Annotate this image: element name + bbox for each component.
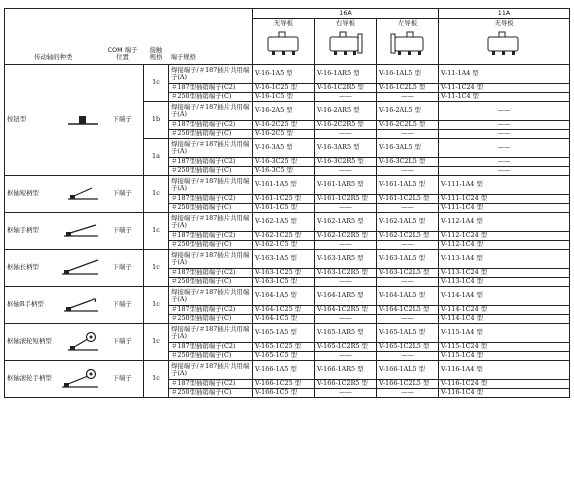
model-16a-left-cell: V-164-1AL5 型	[377, 286, 439, 305]
model-16a-none-cell: V-164-1C5 型	[253, 314, 315, 323]
terminal-spec-cell: ＃250型插销端子(C)	[169, 92, 253, 101]
model-11a-none-cell: V-113-1C4 型	[439, 277, 570, 286]
model-11a-none-cell: V-112-1C4 型	[439, 240, 570, 249]
terminal-spec-cell: ＃187型插销端子(C2)	[169, 342, 253, 351]
model-16a-none-cell: V-16-1C5 型	[253, 92, 315, 101]
com-position-cell: 下端子	[102, 286, 144, 323]
actuator-type-cell	[5, 286, 102, 323]
com-position-cell: 下端子	[102, 249, 144, 286]
model-spec-table	[4, 8, 570, 398]
model-16a-right-cell: V-16-1C2R5 型	[315, 83, 377, 92]
model-16a-right-cell: V-161-1AR5 型	[315, 175, 377, 194]
model-11a-none-cell: ——	[439, 157, 570, 166]
com-position-header: COM 端子 位置	[102, 19, 144, 65]
table-row	[5, 64, 570, 83]
model-16a-right-cell: V-163-1AR5 型	[315, 249, 377, 268]
terminal-spec-cell: ＃250型插销端子(C)	[169, 240, 253, 249]
model-11a-none-cell: V-114-1C24 型	[439, 305, 570, 314]
model-11a-none-cell: V-116-1C24 型	[439, 379, 570, 388]
model-16a-none-cell: V-161-1A5 型	[253, 175, 315, 194]
simulated-roller-lever-icon	[62, 295, 100, 315]
model-11a-none-cell: V-113-1A4 型	[439, 249, 570, 268]
model-16a-none-cell: V-166-1C5 型	[253, 388, 315, 397]
sub-header-none-11a	[439, 19, 570, 65]
hinge-lever-icon	[62, 222, 100, 240]
model-16a-right-cell: ——	[315, 388, 377, 397]
table-row	[5, 212, 570, 231]
model-11a-none-cell: ——	[439, 120, 570, 129]
roller-lever-icon	[60, 367, 100, 391]
sub-header-right-label: 右导板	[335, 19, 356, 27]
model-16a-right-cell: V-161-1C2R5 型	[315, 194, 377, 203]
table-row	[5, 175, 570, 194]
terminal-spec-cell: ＃187型插销端子(C2)	[169, 268, 253, 277]
contact-spec-cell: 1c	[144, 286, 169, 323]
model-16a-none-cell: V-16-3C25 型	[253, 157, 315, 166]
model-16a-right-cell: V-162-1AR5 型	[315, 212, 377, 231]
actuator-type-label: 枢轴滚轮短柄型	[7, 337, 52, 345]
model-16a-none-cell: V-163-1C5 型	[253, 277, 315, 286]
model-16a-right-cell: ——	[315, 351, 377, 360]
model-11a-none-cell: ——	[439, 166, 570, 175]
model-16a-right-cell: V-162-1C2R5 型	[315, 231, 377, 240]
actuator-type-label: 枢轴长柄型	[7, 263, 39, 271]
model-16a-left-cell: V-163-1AL5 型	[377, 249, 439, 268]
model-16a-right-cell: V-165-1AR5 型	[315, 323, 377, 342]
sub-header-left	[377, 19, 439, 65]
group-16a-header: 16A	[253, 9, 439, 19]
model-11a-none-cell: V-111-1C4 型	[439, 203, 570, 212]
model-16a-none-cell: V-162-1A5 型	[253, 212, 315, 231]
model-16a-left-cell: ——	[377, 240, 439, 249]
terminal-spec-cell: ＃250型插销端子(C)	[169, 351, 253, 360]
actuator-type-label: 枢轴滚轮手柄型	[7, 374, 52, 382]
model-11a-none-cell: V-116-1A4 型	[439, 360, 570, 379]
model-11a-none-cell: V-114-1A4 型	[439, 286, 570, 305]
contact-spec-cell: 1c	[144, 323, 169, 360]
model-16a-right-cell: V-166-1C2R5 型	[315, 379, 377, 388]
terminal-spec-cell: 焊接端子/＃187插片共用端子(A)	[169, 286, 253, 305]
model-16a-none-cell: V-166-1C25 型	[253, 379, 315, 388]
com-position-cell: 下端子	[102, 323, 144, 360]
model-11a-none-cell: V-113-1C24 型	[439, 268, 570, 277]
terminal-spec-cell: ＃187型插销端子(C2)	[169, 379, 253, 388]
sub-header-right	[315, 19, 377, 65]
model-16a-left-cell: ——	[377, 129, 439, 138]
model-16a-none-cell: V-164-1C25 型	[253, 305, 315, 314]
model-16a-none-cell: V-162-1C5 型	[253, 240, 315, 249]
com-position-cell: 下端子	[102, 212, 144, 249]
model-16a-right-cell: V-164-1C2R5 型	[315, 305, 377, 314]
actuator-type-cell	[5, 323, 102, 360]
table-row	[5, 249, 570, 268]
model-16a-left-cell: ——	[377, 92, 439, 101]
header-blank-4	[169, 9, 253, 19]
model-11a-none-cell: V-114-1C4 型	[439, 314, 570, 323]
model-16a-right-cell: V-166-1AR5 型	[315, 360, 377, 379]
actuator-type-cell	[5, 212, 102, 249]
contact-spec-cell: 1c	[144, 212, 169, 249]
model-16a-left-cell: V-16-2C2L5 型	[377, 120, 439, 129]
model-16a-right-cell: V-16-1AR5 型	[315, 64, 377, 83]
table-row	[5, 360, 570, 379]
model-16a-none-cell: V-16-2C5 型	[253, 129, 315, 138]
terminal-spec-cell: ＃187型插销端子(C2)	[169, 83, 253, 92]
terminal-spec-cell: 焊接端子/＃187插片共用端子(A)	[169, 360, 253, 379]
actuator-type-cell	[5, 249, 102, 286]
model-16a-right-cell: V-16-3AR5 型	[315, 138, 377, 157]
model-16a-right-cell: ——	[315, 166, 377, 175]
basic-switch-icon	[264, 29, 304, 57]
actuator-type-label: 枢轴短柄型	[7, 189, 39, 197]
actuator-type-cell	[5, 175, 102, 212]
terminal-spec-cell: 焊接端子/＃187插片共用端子(A)	[169, 101, 253, 120]
contact-spec-cell: 1c	[144, 249, 169, 286]
model-16a-none-cell: V-165-1A5 型	[253, 323, 315, 342]
contact-spec-header: 接触 规格	[144, 19, 169, 65]
model-16a-right-cell: ——	[315, 314, 377, 323]
model-16a-right-cell: V-16-3C2R5 型	[315, 157, 377, 166]
model-16a-left-cell: V-16-3C2L5 型	[377, 157, 439, 166]
model-16a-left-cell: ——	[377, 314, 439, 323]
terminal-spec-cell: ＃187型插销端子(C2)	[169, 194, 253, 203]
terminal-spec-header: 端子规格	[169, 19, 253, 65]
terminal-spec-cell: ＃250型插销端子(C)	[169, 388, 253, 397]
actuator-type-header: 传动轴的种类	[5, 19, 102, 65]
sub-header-none-label: 无导板	[273, 19, 294, 27]
model-16a-left-cell: V-165-1AL5 型	[377, 323, 439, 342]
model-11a-none-cell: V-11-1C4 型	[439, 92, 570, 101]
model-16a-left-cell: ——	[377, 351, 439, 360]
model-16a-right-cell: ——	[315, 92, 377, 101]
model-16a-left-cell: V-161-1AL5 型	[377, 175, 439, 194]
model-11a-none-cell: ——	[439, 138, 570, 157]
model-16a-left-cell: V-16-1AL5 型	[377, 64, 439, 83]
model-16a-left-cell: ——	[377, 203, 439, 212]
model-16a-left-cell: V-165-1C2L5 型	[377, 342, 439, 351]
contact-spec-cell: 1c	[144, 64, 169, 101]
table-row	[5, 286, 570, 305]
model-16a-none-cell: V-16-2A5 型	[253, 101, 315, 120]
model-11a-none-cell: V-115-1C4 型	[439, 351, 570, 360]
model-16a-none-cell: V-16-3A5 型	[253, 138, 315, 157]
model-16a-none-cell: V-163-1C25 型	[253, 268, 315, 277]
header-blank-2	[102, 9, 144, 19]
model-16a-right-cell: V-16-2AR5 型	[315, 101, 377, 120]
table-row	[5, 323, 570, 342]
short-hinge-lever-icon	[66, 185, 100, 203]
model-16a-none-cell: V-162-1C25 型	[253, 231, 315, 240]
model-16a-none-cell: V-16-2C25 型	[253, 120, 315, 129]
contact-spec-cell: 1b	[144, 101, 169, 138]
actuator-type-label: 枢轴R手柄型	[7, 300, 44, 308]
sub-header-none-11a-label: 无导板	[494, 19, 514, 27]
header-blank-3	[144, 9, 169, 19]
model-11a-none-cell: V-115-1C24 型	[439, 342, 570, 351]
basic-switch-11a-icon	[484, 29, 524, 57]
terminal-spec-cell: 焊接端子/＃187插片共用端子(A)	[169, 138, 253, 157]
model-16a-none-cell: V-16-1C25 型	[253, 83, 315, 92]
model-11a-none-cell: V-112-1C24 型	[439, 231, 570, 240]
model-16a-left-cell: V-164-1C2L5 型	[377, 305, 439, 314]
model-11a-none-cell: ——	[439, 101, 570, 120]
model-16a-none-cell: V-16-1A5 型	[253, 64, 315, 83]
terminal-spec-cell: ＃250型插销端子(C)	[169, 314, 253, 323]
model-11a-none-cell: V-116-1C4 型	[439, 388, 570, 397]
contact-spec-cell: 1c	[144, 360, 169, 397]
long-hinge-lever-icon	[60, 258, 100, 278]
sub-header-left-label: 左导板	[397, 19, 418, 27]
model-16a-left-cell: V-161-1C2L5 型	[377, 194, 439, 203]
model-16a-none-cell: V-16-3C5 型	[253, 166, 315, 175]
terminal-spec-cell: ＃187型插销端子(C2)	[169, 231, 253, 240]
actuator-type-label: 枢轴手柄型	[7, 226, 39, 234]
model-16a-right-cell: V-164-1AR5 型	[315, 286, 377, 305]
model-11a-none-cell: V-11-1C24 型	[439, 83, 570, 92]
com-position-cell: 下端子	[102, 360, 144, 397]
right-barrier-switch-icon	[326, 29, 366, 57]
terminal-spec-cell: 焊接端子/＃187插片共用端子(A)	[169, 175, 253, 194]
header-blank-1	[5, 9, 102, 19]
terminal-spec-cell: 焊接端子/＃187插片共用端子(A)	[169, 64, 253, 83]
actuator-type-cell	[5, 360, 102, 397]
terminal-spec-cell: 焊接端子/＃187插片共用端子(A)	[169, 323, 253, 342]
terminal-spec-cell: 焊接端子/＃187插片共用端子(A)	[169, 212, 253, 231]
model-16a-right-cell: ——	[315, 129, 377, 138]
model-16a-left-cell: V-166-1AL5 型	[377, 360, 439, 379]
model-11a-none-cell: ——	[439, 129, 570, 138]
model-16a-right-cell: ——	[315, 203, 377, 212]
model-16a-left-cell: V-162-1AL5 型	[377, 212, 439, 231]
model-16a-left-cell: ——	[377, 277, 439, 286]
actuator-type-cell	[5, 64, 102, 175]
contact-spec-cell: 1c	[144, 175, 169, 212]
model-16a-none-cell: V-163-1A5 型	[253, 249, 315, 268]
model-11a-none-cell: V-112-1A4 型	[439, 212, 570, 231]
terminal-spec-cell: 焊接端子/＃187插片共用端子(A)	[169, 249, 253, 268]
model-16a-left-cell: ——	[377, 166, 439, 175]
group-11a-header: 11A	[439, 9, 570, 19]
model-11a-none-cell: V-11-1A4 型	[439, 64, 570, 83]
model-11a-none-cell: V-111-1C24 型	[439, 194, 570, 203]
model-11a-none-cell: V-111-1A4 型	[439, 175, 570, 194]
terminal-spec-cell: ＃250型插销端子(C)	[169, 129, 253, 138]
terminal-spec-cell: ＃187型插销端子(C2)	[169, 305, 253, 314]
sub-header-none	[253, 19, 315, 65]
model-16a-none-cell: V-166-1A5 型	[253, 360, 315, 379]
model-16a-left-cell: V-16-1C2L5 型	[377, 83, 439, 92]
contact-spec-cell: 1a	[144, 138, 169, 175]
terminal-spec-cell: ＃250型插销端子(C)	[169, 203, 253, 212]
model-16a-left-cell: V-16-3AL5 型	[377, 138, 439, 157]
model-16a-none-cell: V-165-1C25 型	[253, 342, 315, 351]
model-16a-left-cell: V-163-1C2L5 型	[377, 268, 439, 277]
model-16a-left-cell: V-166-1C2L5 型	[377, 379, 439, 388]
terminal-spec-cell: ＃250型插销端子(C)	[169, 277, 253, 286]
pin-plunger-icon	[66, 112, 100, 128]
terminal-spec-cell: ＃187型插销端子(C2)	[169, 157, 253, 166]
terminal-spec-cell: ＃250型插销端子(C)	[169, 166, 253, 175]
model-16a-none-cell: V-161-1C25 型	[253, 194, 315, 203]
model-16a-right-cell: ——	[315, 240, 377, 249]
model-16a-right-cell: V-16-2C2R5 型	[315, 120, 377, 129]
left-barrier-switch-icon	[388, 29, 428, 57]
com-position-cell: 下端子	[102, 64, 144, 175]
model-16a-left-cell: ——	[377, 388, 439, 397]
model-11a-none-cell: V-115-1A4 型	[439, 323, 570, 342]
short-roller-lever-icon	[66, 330, 100, 354]
model-16a-none-cell: V-165-1C5 型	[253, 351, 315, 360]
model-16a-right-cell: V-163-1C2R5 型	[315, 268, 377, 277]
actuator-type-label: 按钮型	[7, 115, 27, 123]
model-16a-right-cell: ——	[315, 277, 377, 286]
model-16a-left-cell: V-16-2AL5 型	[377, 101, 439, 120]
model-16a-left-cell: V-162-1C2L5 型	[377, 231, 439, 240]
terminal-spec-cell: ＃187型插销端子(C2)	[169, 120, 253, 129]
com-position-cell: 下端子	[102, 175, 144, 212]
model-16a-none-cell: V-161-1C5 型	[253, 203, 315, 212]
model-16a-none-cell: V-164-1A5 型	[253, 286, 315, 305]
model-16a-right-cell: V-165-1C2R5 型	[315, 342, 377, 351]
